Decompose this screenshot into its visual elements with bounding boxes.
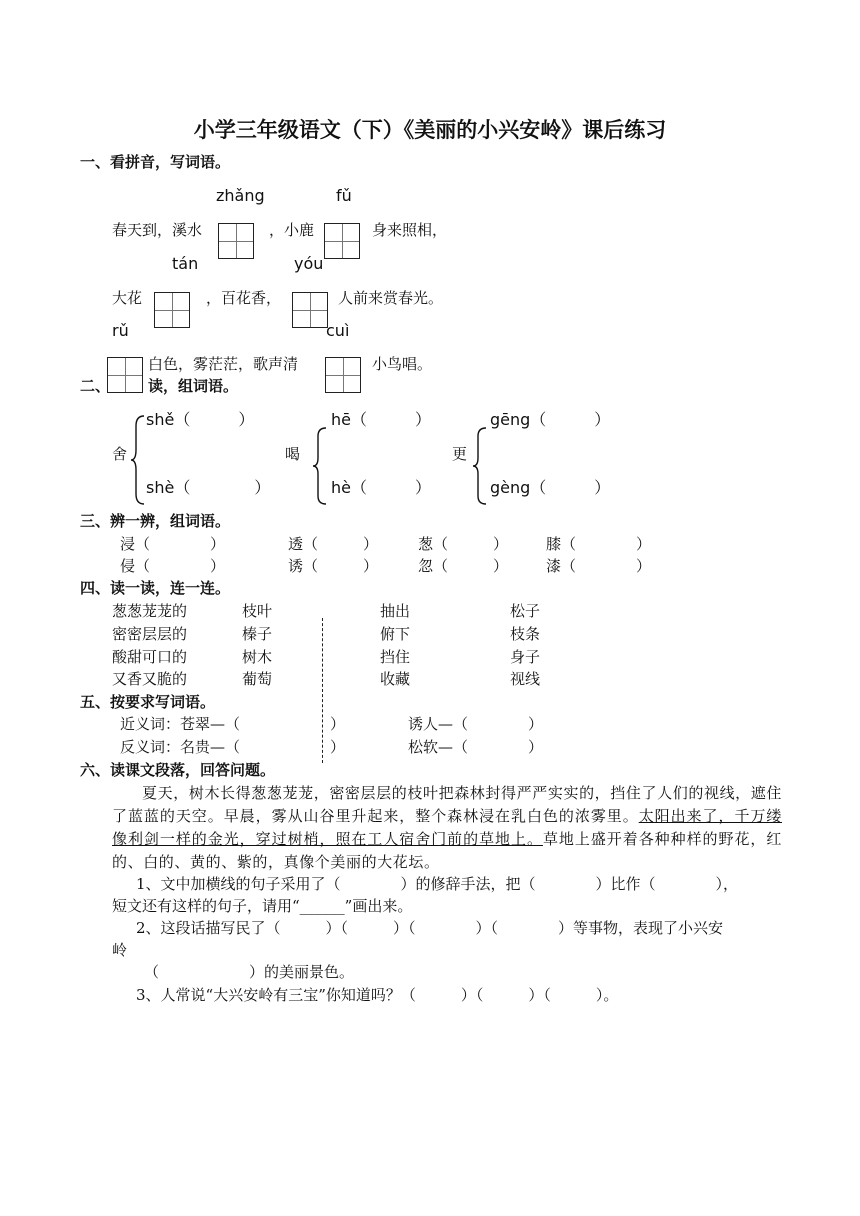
- pinyin-ru: rǔ: [112, 321, 129, 340]
- writing-box-cui[interactable]: [325, 357, 361, 393]
- question-2-line-c[interactable]: （ ）的美丽景色。: [144, 963, 355, 981]
- question-3[interactable]: 3、人常说“大兴安岭有三宝”你知道吗？（ ）（ ）（ ）。: [136, 986, 619, 1004]
- pinyin-tan: tán: [172, 254, 199, 273]
- writing-box-zhang[interactable]: [218, 223, 254, 259]
- passage-part-2: 草地上盛开着各种种样的野花，红的、白的、黄的、紫的，真像个美丽的大花坛。: [112, 830, 782, 871]
- char-you[interactable]: 诱（ ）: [288, 557, 379, 575]
- dashed-divider: [322, 618, 323, 763]
- match-d-2[interactable]: 枝条: [510, 625, 541, 643]
- match-c-2[interactable]: 俯下: [380, 625, 411, 643]
- underlined-sentence: 太阳出来了，千万缕像利剑一样的金光，穿过树梢，照在工人宿舍门前的草地上。: [112, 807, 782, 848]
- section-2-prefix: 二、: [80, 377, 111, 395]
- he4-answer[interactable]: hè（ ）: [331, 478, 431, 497]
- line2-text-b: ，百花香，: [206, 289, 282, 307]
- match-c-4[interactable]: 收藏: [380, 670, 411, 688]
- question-1-line-a[interactable]: 1、文中加横线的句子采用了（ ）的修辞手法，把（ ）比作（ ），: [136, 875, 739, 893]
- line2-text-c: 人前来赏春光。: [338, 289, 444, 307]
- match-a-1[interactable]: 葱葱茏茏的: [112, 602, 188, 620]
- line3-text-b: 小鸟唱。: [372, 355, 433, 373]
- pinyin-zhang: zhǎng: [216, 186, 265, 205]
- section-4-heading: 四、读一读，连一连。: [80, 579, 231, 597]
- geng4-answer[interactable]: gèng（ ）: [490, 478, 611, 497]
- writing-box-you[interactable]: [292, 292, 328, 328]
- question-1-line-b[interactable]: 短文还有这样的句子，请用“______”画出来。: [112, 897, 413, 915]
- match-a-3[interactable]: 酸甜可口的: [112, 648, 188, 666]
- geng1-answer[interactable]: gēng（ ）: [490, 410, 611, 429]
- line3-text-a: 白色，雾茫茫，歌声清: [148, 355, 299, 373]
- group-char-he: 喝: [285, 445, 301, 463]
- char-jin[interactable]: 浸（ ）: [120, 535, 226, 553]
- match-a-2[interactable]: 密密层层的: [112, 625, 188, 643]
- writing-box-fu[interactable]: [324, 223, 360, 259]
- section-3-heading: 三、辨一辨，组词语。: [80, 512, 231, 530]
- pinyin-you: yóu: [294, 254, 324, 273]
- pinyin-cui: cuì: [326, 321, 350, 340]
- match-b-3[interactable]: 树木: [242, 648, 273, 666]
- match-b-2[interactable]: 榛子: [242, 625, 273, 643]
- match-a-4[interactable]: 又香又脆的: [112, 670, 188, 688]
- question-2-line-a[interactable]: 2、这段话描写民了（ ）（ ）（ ）（ ）等事物，表现了小兴安: [136, 919, 724, 937]
- section-6-heading: 六、读课文段落，回答问题。: [80, 761, 276, 779]
- antonym-songruan[interactable]: 松软—（ ）: [408, 738, 544, 756]
- antonym-close[interactable]: ）: [330, 738, 346, 756]
- char-cong[interactable]: 葱（ ）: [418, 535, 509, 553]
- line1-text-c: 身来照相，: [372, 221, 448, 239]
- brace-1: [130, 414, 146, 506]
- passage-part-1: 夏天，树木长得葱葱茏茏，密密层层的枝叶把森林封得严严实实的，挡住了人们的视线，遮住了蓝蓝的天空。早晨，雾从山谷里升起来，整个森林浸在乳白色的浓雾里。: [112, 784, 782, 825]
- group-char-geng: 更: [452, 445, 468, 463]
- antonym-prompt: 反义词：名贵—（: [120, 738, 241, 756]
- section-5-heading: 五、按要求写词语。: [80, 693, 216, 711]
- char-qin[interactable]: 侵（ ）: [120, 557, 226, 575]
- pinyin-fu: fǔ: [336, 186, 352, 205]
- char-hu[interactable]: 忽（ ）: [418, 557, 509, 575]
- writing-box-tan[interactable]: [154, 292, 190, 328]
- match-b-1[interactable]: 枝叶: [242, 602, 273, 620]
- question-2-line-b: 岭: [112, 941, 128, 959]
- section-2-heading: 读，组词语。: [148, 377, 239, 395]
- char-tou[interactable]: 透（ ）: [288, 535, 379, 553]
- synonym-prompt: 近义词：苍翠—（: [120, 715, 241, 733]
- brace-3: [472, 426, 488, 506]
- line1-text-b: ，小鹿: [269, 221, 315, 239]
- match-c-3[interactable]: 挡住: [380, 648, 411, 666]
- he1-answer[interactable]: hē（ ）: [331, 410, 431, 429]
- line1-text-a: 春天到，溪水: [112, 221, 203, 239]
- match-d-4[interactable]: 视线: [510, 670, 541, 688]
- match-c-1[interactable]: 抽出: [380, 602, 411, 620]
- synonym-close[interactable]: ）: [330, 715, 346, 733]
- reading-passage: [112, 782, 782, 874]
- brace-2: [312, 426, 328, 506]
- match-d-3[interactable]: 身子: [510, 648, 541, 666]
- char-xi[interactable]: 膝（ ）: [546, 535, 652, 553]
- synonym-youren[interactable]: 诱人—（ ）: [408, 715, 544, 733]
- she3-answer[interactable]: shě（ ）: [146, 410, 255, 429]
- writing-box-ru[interactable]: [107, 357, 143, 393]
- line2-text-a: 大花: [112, 289, 143, 307]
- page-title: 小学三年级语文（下）《美丽的小兴安岭》课后练习: [193, 118, 667, 142]
- she4-answer[interactable]: shè（ ）: [146, 478, 271, 497]
- group-char-she: 舍: [112, 445, 128, 463]
- section-1-heading: 一、看拼音，写词语。: [80, 153, 231, 171]
- match-d-1[interactable]: 松子: [510, 602, 541, 620]
- match-b-4[interactable]: 葡萄: [242, 670, 273, 688]
- char-qi[interactable]: 漆（ ）: [546, 557, 652, 575]
